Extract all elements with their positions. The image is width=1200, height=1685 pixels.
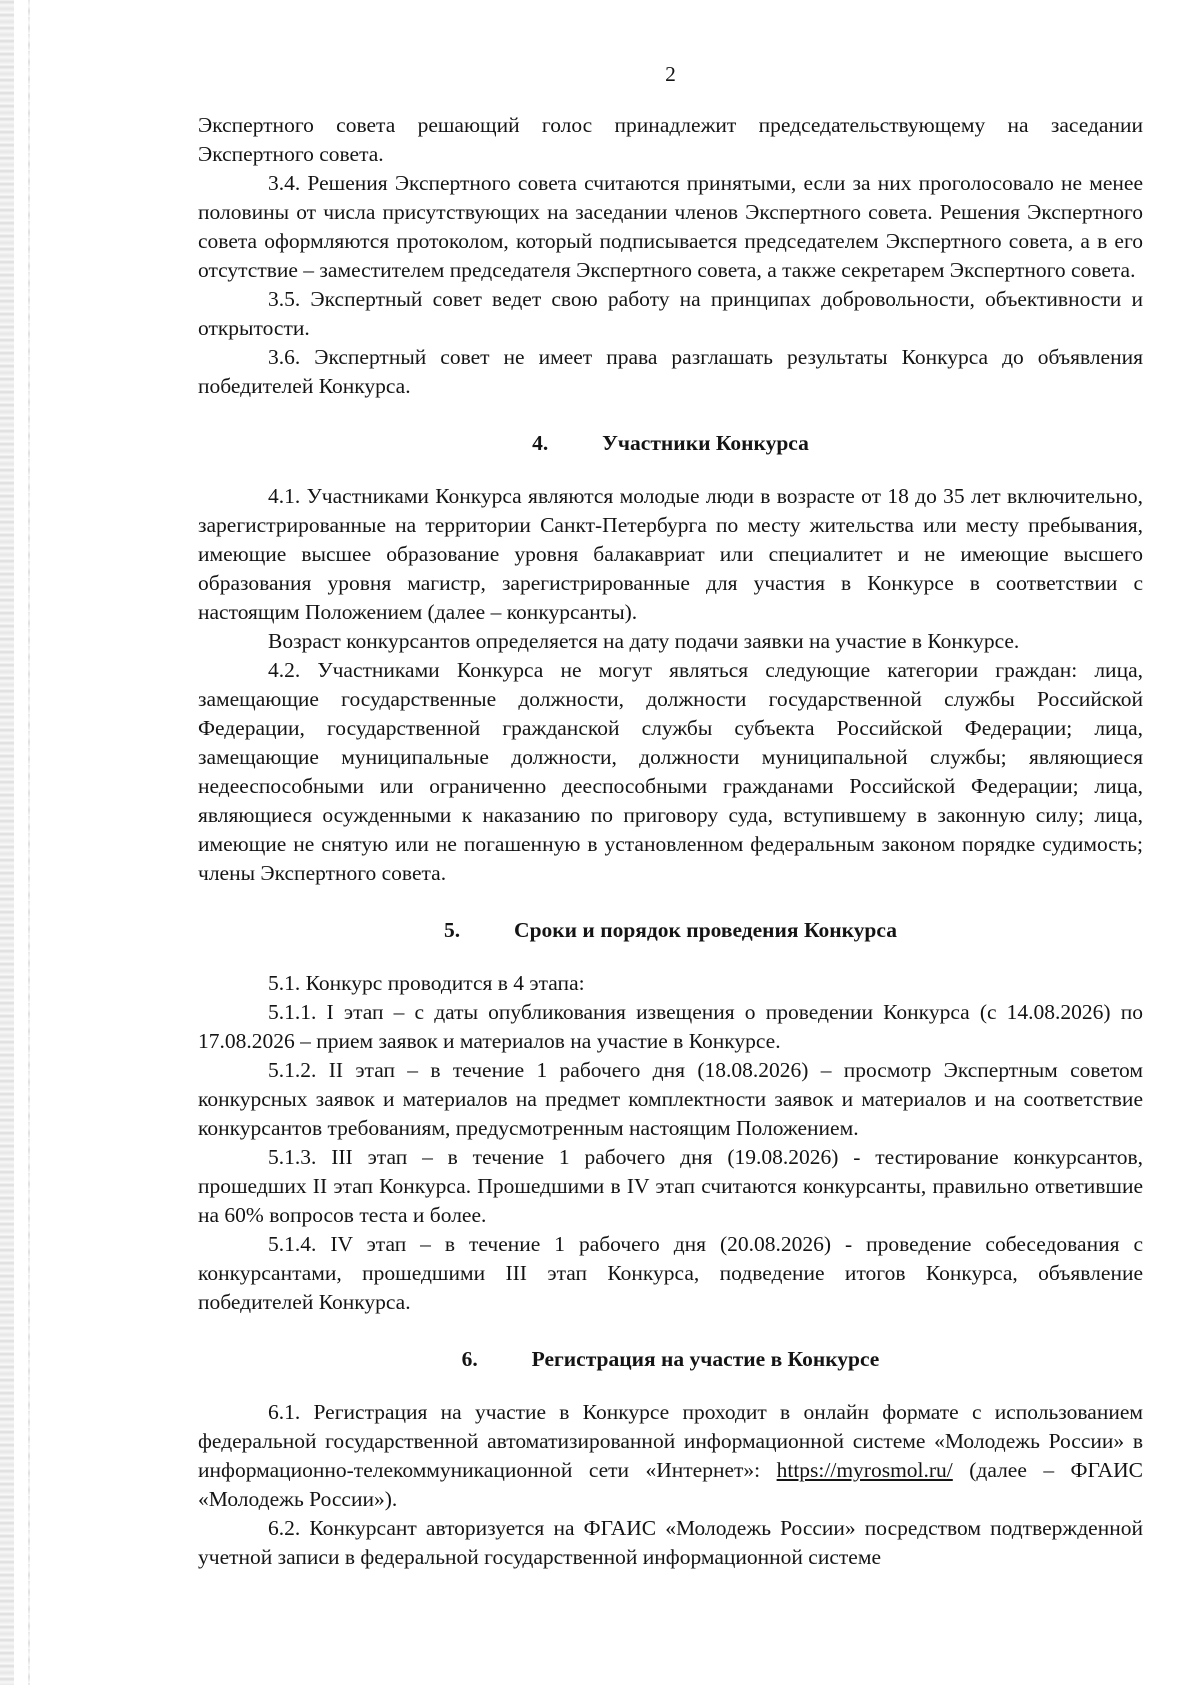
section-5-title: Сроки и порядок проведения Конкурса <box>514 918 897 942</box>
paragraph-6-1-tail: (далее – ФГАИС «Молодежь России»). <box>198 1458 1143 1511</box>
paragraph-3-4: 3.4. Решения Экспертного совета считаются принятыми, если за них проголосовало не менее половины от числа присутствующих на заседании членов Экспертного совета. Решения Экспертного совета оформляются протоколом, который подписывается председателем Экспертного совета, а в его отсутствие – заместителем председателя Экспертного совета, а также секретарем Экспертного совета. <box>198 171 1143 282</box>
paragraph-4-2: 4.2. Участниками Конкурса не могут являться следующие категории граждан: лица, замещающие государственные должности, должности государственной службы Российской Федерации, государственной гражданской службы субъекта Российской Федерации; лица, замещающие муниципальные должности, должности муниципальной службы; являющиеся недееспособными или ограниченно дееспособными гражданами Российской Федерации; лица, являющиеся осужденными к наказанию по приговору суда, вступившему в законную силу; лица, имеющие не снятую или не погашенную в установленном федеральным законом порядке судимость; члены Экспертного совета. <box>198 658 1143 885</box>
section-6-heading <box>198 1345 1143 1374</box>
paragraph-3-3-continuation: Экспертного совета решающий голос принадлежит председательствующему на заседании Экспертного совета. <box>198 113 1143 166</box>
paragraph-4-1-age: Возраст конкурсантов определяется на дату подачи заявки на участие в Конкурсе. <box>268 629 1020 653</box>
section-4-heading <box>198 429 1143 458</box>
paragraph-6-2: 6.2. Конкурсант авторизуется на ФГАИС «Молодежь России» посредством подтвержденной учетной записи в федеральной государственной информационной системе <box>198 1516 1143 1569</box>
section-6-number: 6. <box>461 1347 478 1371</box>
document-page <box>198 60 1143 1572</box>
paragraph-6-1-text: 6.1. Регистрация на участие в Конкурсе проходит в онлайн формате с использованием федеральной государственной автоматизированной информационной системе «Молодежь России» в информационно-телекоммуникационной сети «Интернет»: <box>198 1400 1143 1482</box>
section-5-number: 5. <box>444 918 461 942</box>
scan-edge-shadow <box>0 0 14 1685</box>
page-number: 2 <box>665 62 676 86</box>
section-6-title: Регистрация на участие в Конкурсе <box>531 1347 880 1371</box>
section-4-title: Участники Конкурса <box>602 431 809 455</box>
paragraph-5-1-1: 5.1.1. I этап – с даты опубликования извещения о проведении Конкурса (с 14.08.2026) по 17.08.2026 – прием заявок и материалов на участие в Конкурсе. <box>198 1000 1143 1053</box>
paragraph-5-1-4: 5.1.4. IV этап – в течение 1 рабочего дня (20.08.2026) - проведение собеседования с конкурсантами, прошедшими III этап Конкурса, подведение итогов Конкурса, объявление победителей Конкурса. <box>198 1232 1143 1314</box>
paragraph-3-5: 3.5. Экспертный совет ведет свою работу на принципах добровольности, объективности и открытости. <box>198 287 1143 340</box>
paragraph-3-6: 3.6. Экспертный совет не имеет права разглашать результаты Конкурса до объявления победителей Конкурса. <box>198 345 1143 398</box>
paragraph-6-1 <box>198 1398 1143 1514</box>
scan-edge-line <box>28 0 30 1685</box>
paragraph-5-1: 5.1. Конкурс проводится в 4 этапа: <box>268 971 585 995</box>
myrosmol-link[interactable]: https://myrosmol.ru/ <box>776 1458 953 1482</box>
paragraph-5-1-3: 5.1.3. III этап – в течение 1 рабочего дня (19.08.2026) - тестирование конкурсантов, прошедших II этап Конкурса. Прошедшими в IV этап считаются конкурсанты, правильно ответившие на 60% вопросов теста и более. <box>198 1145 1143 1227</box>
section-5-heading <box>198 916 1143 945</box>
section-4-number: 4. <box>532 431 549 455</box>
paragraph-4-1: 4.1. Участниками Конкурса являются молодые люди в возрасте от 18 до 35 лет включительно, зарегистрированные на территории Санкт-Петербурга по месту жительства или месту пребывания, имеющие высшее образование уровня балакавриат или специалитет и не имеющие высшего образования уровня магистр, зарегистрированные для участия в Конкурсе в соответствии с настоящим Положением (далее – конкурсанты). <box>198 484 1143 624</box>
paragraph-5-1-2: 5.1.2. II этап – в течение 1 рабочего дня (18.08.2026) – просмотр Экспертным советом конкурсных заявок и материалов на предмет комплектности заявок и материалов и на соответствие конкурсантов требованиям, предусмотренным настоящим Положением. <box>198 1058 1143 1140</box>
